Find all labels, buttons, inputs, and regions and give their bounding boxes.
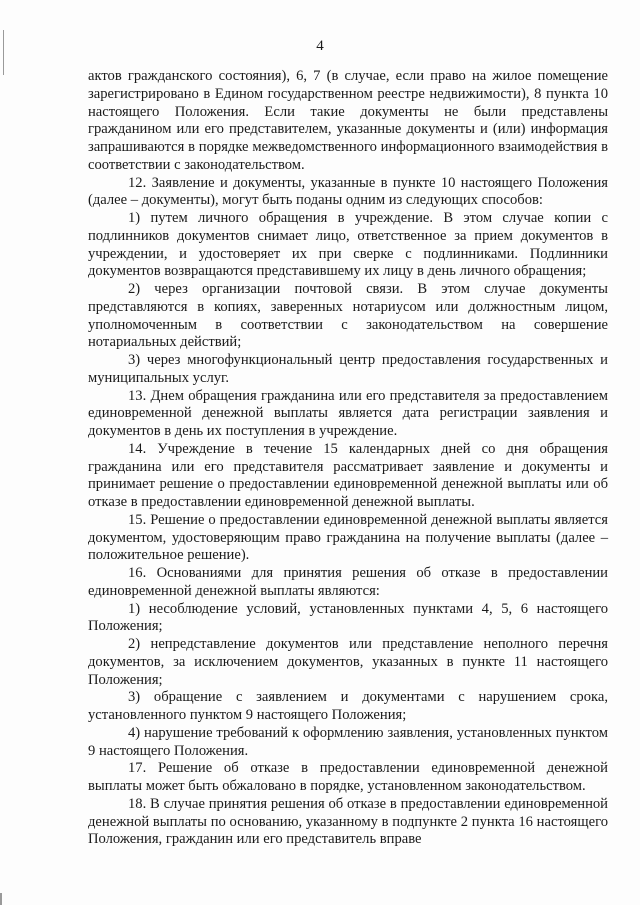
- paragraph-item-17: 17. Решение об отказе в предоставлении единовременной денежной выплаты может быть обжаловано в порядке, установленном законодательством.: [88, 760, 608, 794]
- paragraph-item-16-3: 3) обращение с заявлением и документами с нарушением срока, установленного пунктом 9 настоящего Положения;: [88, 689, 608, 723]
- paragraph-item-16: 16. Основаниями для принятия решения об отказе в предоставлении единовременной денежной выплаты являются:: [88, 565, 608, 599]
- paragraph-item-14: 14. Учреждение в течение 15 календарных дней со дня обращения гражданина или его представителя рассматривает заявление и документы и принимает решение о предоставлении единовременной денежной выплаты или об отказе в предоставлении единовременной денежной выплаты.: [88, 440, 608, 510]
- paragraph-item-16-1: 1) несоблюдение условий, установленных пунктами 4, 5, 6 настоящего Положения;: [88, 600, 608, 635]
- paragraph-item-16-2: 2) непредставление документов или представление неполного перечня документов, за исключением документов, указанных в пункте 11 настоящего Положения;: [88, 636, 608, 688]
- paragraph-item-12-3: 3) через многофункциональный центр предоставления государственных и муниципальных услуг.: [88, 352, 608, 386]
- scan-edge-mark-bottom: [0, 893, 2, 905]
- paragraph-item-13: 13. Днем обращения гражданина или его представителя за предоставлением единовременной денежной выплаты является дата регистрации заявления и документов в день их поступления в учреждение.: [88, 387, 608, 439]
- document-body: [88, 68, 608, 849]
- paragraph-item-12-1: 1) путем личного обращения в учреждение. В этом случае копии с подлинников документов снимает лицо, ответственное за прием документов в учреждении, и удостоверяет их при сверке с подлинниками. Подлинники документов возвращаются представившему их лицу в день личного обращения;: [88, 210, 608, 280]
- page-number: 4: [316, 38, 324, 54]
- paragraph-item-16-4: 4) нарушение требований к оформлению заявления, установленных пунктом 9 настоящего Положения.: [88, 724, 608, 759]
- paragraph-item-15: 15. Решение о предоставлении единовременной денежной выплаты является документом, удостоверяющим право гражданина на получение выплаты (далее – положительное решение).: [88, 511, 608, 564]
- paragraph-item-12-2: 2) через организации почтовой связи. В этом случае документы представляются в копиях, заверенных нотариусом или должностным лицом, уполномоченным в соответствии с законодательством на совершение нотариальных действий;: [88, 281, 608, 351]
- paragraph-item-12: 12. Заявление и документы, указанные в пункте 10 настоящего Положения (далее – документы), могут быть поданы одним из следующих способов:: [88, 174, 608, 209]
- paragraph-item-18: 18. В случае принятия решения об отказе в предоставлении единовременной денежной выплаты по основанию, указанному в подпункте 2 пункта 16 настоящего Положения, гражданин или его представитель вправе: [88, 795, 608, 848]
- paragraph-continuation: актов гражданского состояния), 6, 7 (в случае, если право на жилое помещение зарегистрировано в Едином государственном реестре недвижимости), 8 пункта 10 настоящего Положения. Если такие документы не были представлены гражданином или его представителем, указанные документы и (или) информация запрашиваются в порядке межведомственного информационного взаимодействия в соответствии с законодательством.: [88, 68, 608, 173]
